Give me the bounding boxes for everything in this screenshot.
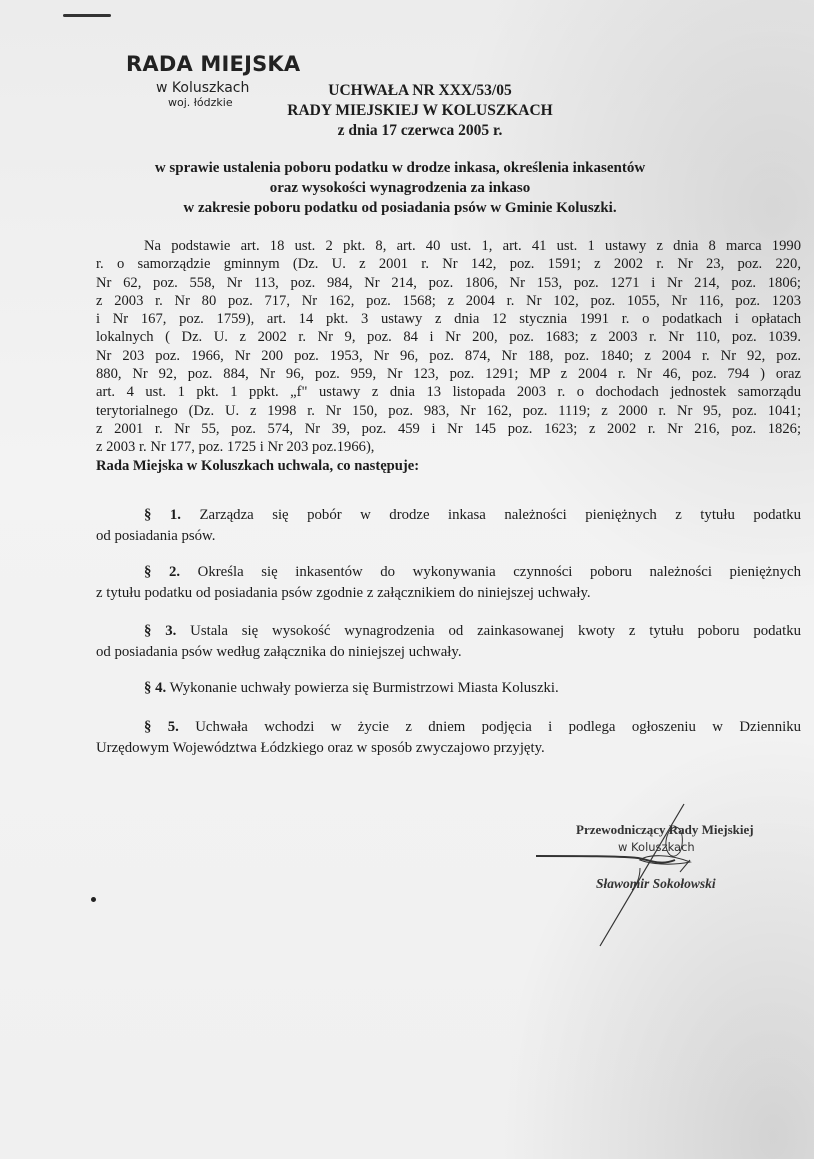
paragraph-5 xyxy=(96,717,801,759)
stamp-voivodeship: woj. łódzkie xyxy=(168,96,233,109)
legal-basis-line: Nr 62, poz. 558, Nr 113, poz. 984, Nr 214, poz. 1806, Nr 153, poz. 1271 i Nr 214, poz. 1806; xyxy=(96,274,801,291)
resolution-subject xyxy=(100,158,700,218)
paragraph-mark: § 5. xyxy=(144,719,179,735)
legal-basis-line: i Nr 167, poz. 1759), art. 14 pkt. 3 ustawy z dnia 12 stycznia 1991 r. o podatkach i opłatach xyxy=(96,311,801,328)
paragraph-mark: § 1. xyxy=(144,507,181,523)
paragraph-text: Ustala się wysokość wynagrodzenia od zainkasowanej kwoty z tytułu poboru podatku xyxy=(190,623,801,639)
stamp-town: w Koluszkach xyxy=(156,80,250,96)
legal-basis-line: Na podstawie art. 18 ust. 2 pkt. 8, art. 40 ust. 1, art. 41 ust. 1 ustawy z dnia 8 marca 1990 xyxy=(144,238,801,254)
stamp-title: RADA MIEJSKA xyxy=(126,52,301,76)
legal-basis-line: z 2003 r. Nr 80 poz. 717, Nr 162, poz. 1568; z 2004 r. Nr 102, poz. 1055, Nr 116, poz. 1203 xyxy=(96,292,801,309)
paragraph-4 xyxy=(96,678,801,699)
legal-basis-line: terytorialnego (Dz. U. z 1998 r. Nr 150, poz. 983, Nr 162, poz. 1119; z 2000 r. Nr 95, poz. 1041; xyxy=(96,402,801,419)
signatory-name: Sławomir Sokołowski xyxy=(596,876,716,891)
subject-line: oraz wysokości wynagrodzenia za inkaso xyxy=(269,180,531,196)
legal-basis-line: r. o samorządzie gminnym (Dz. U. z 2001 r. Nr 142, poz. 1591; z 2002 r. Nr 23, poz. 220, xyxy=(96,256,801,273)
paragraph-text: od posiadania psów według załącznika do niniejszej uchwały. xyxy=(96,644,462,660)
paragraph-3 xyxy=(96,621,801,663)
signatory-place: w Koluszkach xyxy=(618,840,695,854)
paragraph-mark: § 4. xyxy=(144,680,167,696)
paragraph-text: Uchwała wchodzi w życie z dniem podjęcia i podlega ogłoszeniu w Dzienniku xyxy=(195,719,801,735)
legal-basis xyxy=(96,237,801,475)
paragraph-text: Urzędowym Województwa Łódzkiego oraz w sposób zwyczajowo przyjęty. xyxy=(96,740,545,756)
paragraph-1 xyxy=(96,505,801,547)
paragraph-text: z tytułu podatku od posiadania psów zgodnie z załącznikiem do niniejszej uchwały. xyxy=(96,585,591,601)
paragraph-text: Określa się inkasentów do wykonywania czynności poboru należności pieniężnych xyxy=(197,564,801,580)
legal-basis-line: art. 4 ust. 1 pkt. 1 ppkt. „f" ustawy z dnia 13 listopada 2003 r. o dochodach jednostek samorządu xyxy=(96,384,801,401)
resolution-number: UCHWAŁA NR XXX/53/05 xyxy=(328,82,512,99)
resolves-clause: Rada Miejska w Koluszkach uchwala, co następuje: xyxy=(96,457,420,474)
scan-artifact-mark xyxy=(63,14,111,17)
paragraph-text: od posiadania psów. xyxy=(96,528,216,544)
resolution-date: z dnia 17 czerwca 2005 r. xyxy=(337,122,503,139)
legal-basis-line: lokalnych ( Dz. U. z 2002 r. Nr 9, poz. 84 i Nr 200, poz. 1683; z 2003 r. Nr 110, poz. 1039. xyxy=(96,329,801,346)
legal-basis-line: z 2001 r. Nr 55, poz. 574, Nr 39, poz. 459 i Nr 145 poz. 1623; z 2002 r. Nr 216, poz. 1826; xyxy=(96,420,801,437)
council-name: RADY MIEJSKIEJ W KOLUSZKACH xyxy=(287,102,553,119)
signatory-title: Przewodniczący Rady Miejskiej xyxy=(576,822,754,837)
paragraph-mark: § 3. xyxy=(144,623,177,639)
subject-line: w zakresie poboru podatku od posiadania psów w Gminie Koluszki. xyxy=(183,200,617,216)
council-stamp xyxy=(126,52,301,109)
paragraph-2 xyxy=(96,562,801,604)
legal-basis-line: 880, Nr 92, poz. 884, Nr 96, poz. 959, Nr 123, poz. 1291; MP z 2004 r. Nr 46, poz. 794 ) oraz xyxy=(96,366,801,383)
subject-line: w sprawie ustalenia poboru podatku w drodze inkasa, określenia inkasentów xyxy=(154,160,646,176)
handwritten-signature xyxy=(500,790,800,960)
paragraph-text: Wykonanie uchwały powierza się Burmistrzowi Miasta Koluszki. xyxy=(169,680,559,696)
legal-basis-line: Nr 203 poz. 1966, Nr 200 poz. 1953, Nr 96, poz. 874, Nr 188, poz. 1840; z 2004 r. Nr 92, poz. xyxy=(96,347,801,364)
scan-speck xyxy=(91,897,96,902)
paragraph-mark: § 2. xyxy=(144,564,181,580)
document-header xyxy=(255,81,585,141)
legal-basis-line: z 2003 r. Nr 177, poz. 1725 i Nr 203 poz.1966), xyxy=(96,439,375,456)
paragraph-text: Zarządza się pobór w drodze inkasa należności pieniężnych z tytułu podatku xyxy=(199,507,801,523)
